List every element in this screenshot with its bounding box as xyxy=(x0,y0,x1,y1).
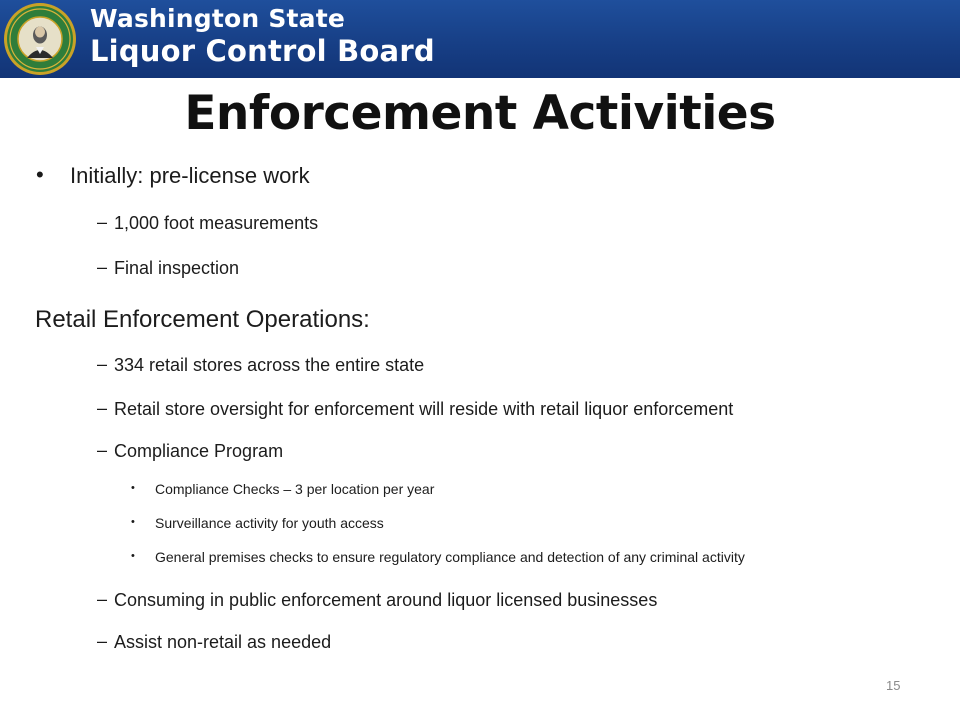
dash-icon: – xyxy=(97,212,108,232)
sub-item-retail-stores: 334 retail stores across the entire state xyxy=(114,355,425,375)
dash-icon: – xyxy=(97,257,108,277)
bullet-icon: • xyxy=(131,550,135,562)
slide-title: Enforcement Activities xyxy=(184,86,776,141)
bullet-initially: Initially: pre-license work xyxy=(70,163,310,188)
state-seal-logo xyxy=(3,2,77,76)
compliance-item-premises: General premises checks to ensure regulatory compliance and detection of any criminal activity xyxy=(155,549,745,565)
sub-item-consuming-public: Consuming in public enforcement around liquor licensed businesses xyxy=(114,590,658,610)
bullet-icon: • xyxy=(131,516,135,528)
compliance-item-surveillance: Surveillance activity for youth access xyxy=(155,515,384,531)
organization-name-line2: Liquor Control Board xyxy=(90,34,435,68)
sub-item-retail-oversight: Retail store oversight for enforcement will reside with retail liquor enforcement xyxy=(114,399,734,419)
sub-item-measurements: 1,000 foot measurements xyxy=(114,213,319,233)
organization-name-line1: Washington State xyxy=(90,4,346,33)
compliance-item-checks: Compliance Checks – 3 per location per year xyxy=(155,481,435,497)
dash-icon: – xyxy=(97,440,108,460)
sub-item-assist-nonretail: Assist non-retail as needed xyxy=(114,632,332,652)
dash-icon: – xyxy=(97,631,108,651)
organization-name xyxy=(90,6,435,66)
bullet-icon: • xyxy=(36,162,44,187)
header-banner xyxy=(0,0,960,78)
section-heading-retail: Retail Enforcement Operations: xyxy=(35,306,370,333)
bullet-icon: • xyxy=(131,482,135,494)
dash-icon: – xyxy=(97,398,108,418)
sub-item-final-inspection: Final inspection xyxy=(114,258,240,278)
sub-item-compliance-program: Compliance Program xyxy=(114,441,284,461)
dash-icon: – xyxy=(97,589,108,609)
page-number: 15 xyxy=(886,678,901,693)
dash-icon: – xyxy=(97,354,108,374)
